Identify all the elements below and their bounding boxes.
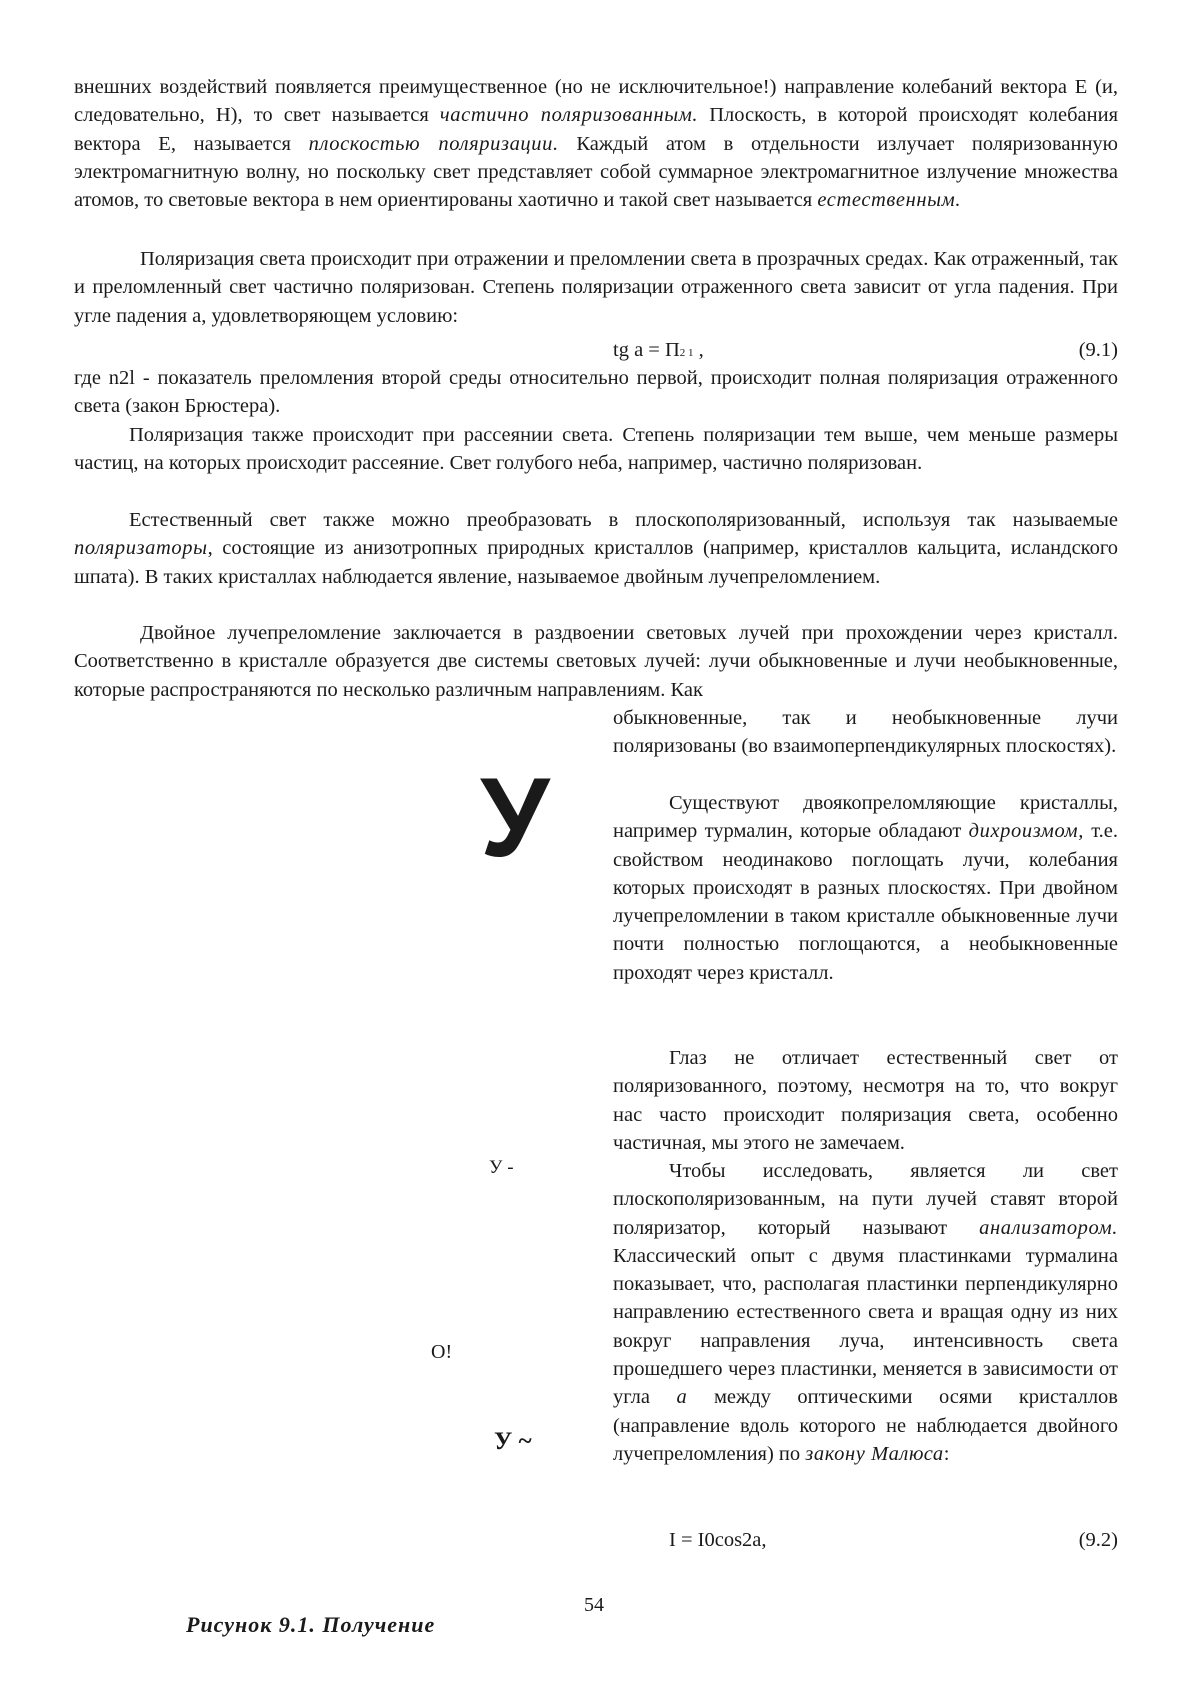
term-partially-polarized: частично поляризованным. [439,104,699,127]
paragraph-polarization-definition [74,73,1118,214]
term-natural-light: естественным. [817,189,962,212]
text-run: : [943,1442,950,1465]
equation-subscript: 2 1 [679,347,694,359]
text-run: , состоящие из анизотропных природных кристаллов (например, кристаллов кальцита, исландского шпата). В таких кристаллах наблюдается явление, называемое двойным лучепреломлением. [74,537,1118,588]
term-dichroism: дихроизмом, [968,820,1084,843]
paragraph-dichroism [613,789,1118,987]
paragraph-analyzer-malus [613,1157,1118,1468]
figure-caption: Рисунок 9.1. Получение [186,1612,436,1637]
paragraph-polarizers [74,506,1118,591]
equation-lhs: tg а = П [613,339,680,361]
term-polarizers: поляризаторы [74,537,208,560]
term-polarization-plane: плоскостью поляризации. [308,132,559,155]
term-analyzer: анализатором. [979,1216,1118,1239]
figure-symbol-y-dash: У - [489,1157,514,1178]
equation-number-9-2: (9.2) [1078,1529,1118,1551]
term-malus-law: закону Малюса [805,1442,944,1465]
symbol-angle: а [676,1386,688,1409]
text-run: Чтобы исследовать, является ли свет плоскополяризованным, на пути лучей ставят второй поляризатор, который называют [613,1160,1118,1239]
paragraph-scattering-polarization: Поляризация также происходит при рассеянии света. Степень поляризации тем выше, чем меньше размеры частиц, на которых происходит рассеяние. Свет голубого неба, например, частично поляризован. [74,424,1118,475]
figure-symbol-y-large: У [480,755,550,880]
equation-brewster [613,336,704,367]
figure-symbol-o: О! [431,1341,453,1363]
paragraph-ordinary-rays: обыкновенные, так и необыкновенные лучи поляризованы (во взаимоперпендикулярных плоскостях). [613,707,1118,758]
text-run: внешних воздействий появляется преимущественное (но не исключительное!) направление колебаний вектора Е (и, следовательно, Н), то свет называется [74,76,1118,127]
page-number: 54 [584,1594,604,1616]
equation-number-9-1: (9.1) [1078,339,1118,361]
paragraph-eye-perception: Глаз не отличает естественный свет от поляризованного, поэтому, несмотря на то, что вокруг нас часто происходит поляризация света, особенно частичная, мы этого не замечаем. [613,1047,1118,1154]
figure-symbol-y-tilde: У ~ [494,1428,532,1455]
text-run: Существуют двоякопреломляющие кристаллы, например турмалин, которые обладают [613,792,1118,843]
text-run: Классический опыт с двумя пластинками турмалина показывает, что, располагая пластинки перпендикулярно направлению естественного света и вращая одну из них вокруг направления луча, интенсивность света прошедшего через пластинки, меняется в зависимости от угла [613,1244,1118,1409]
text-run: Каждый атом в отдельности излучает поляризованную электромагнитную волну, но поскольку свет представляет собой суммарное электромагнитное излучение множества атомов, то световые вектора в нем ориентированы хаотично и такой свет называется [74,132,1118,212]
text-run: Естественный свет также можно преобразовать в плоскополяризованный, используя так называемые [129,509,1118,531]
equation-tail: , [693,339,704,361]
text-run: т.е. свойством неодинаково поглощать лучи, колебания которых происходят в разных плоскостях. При двойном лучепреломлении в таком кристалле обыкновенные лучи почти полностью поглощаются, а необыкновенные проходят через кристалл. [613,820,1118,984]
paragraph-double-refraction: Двойное лучепреломление заключается в раздвоении световых лучей при прохождении через кристалл. Соответственно в кристалле образуется две системы световых лучей: лучи обыкновенные и лучи необыкновенные, которые распространяются по несколько различным направлениям. Как [74,622,1118,701]
text-run: между оптическими осями кристаллов (направление вдоль которого не наблюдается двойного лучепреломления) по [613,1386,1118,1465]
equation-malus: I = I0cos2a, [669,1529,767,1551]
paragraph-brewster-law: где n2l - показатель преломления второй среды относительно первой, происходит полная поляризация отраженного света (закон Брюстера). [74,367,1118,418]
paragraph-reflection-polarization: Поляризация света происходит при отражении и преломлении света в прозрачных средах. Как отраженный, так и преломленный свет частично поляризован. Степень поляризации отраженного света зависит от угла падения. При угле падения а, удовлетворяющем условию: [74,248,1118,327]
text-run: Плоскость, в которой происходят колебания вектора Е, называется [74,104,1118,155]
